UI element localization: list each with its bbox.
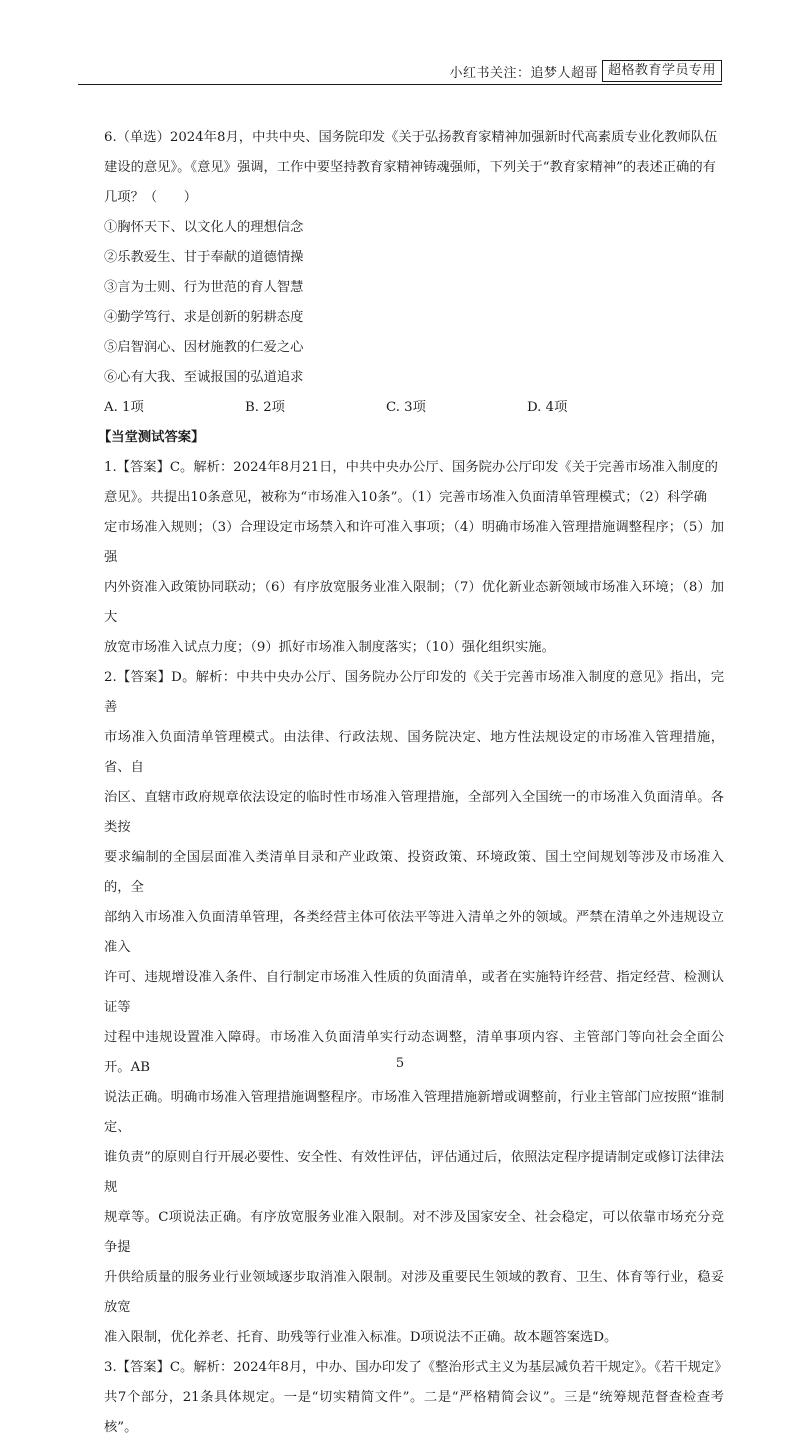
statement-option: ④勤学笃行、求是创新的躬耕态度 [104, 310, 304, 325]
answer-line: 意见》。共提出10条意见，被称为“市场准入10条”。（1）完善市场准入负面清单管理模式；（2）科学确 [104, 490, 707, 505]
answer-line: 规章等。C项说法正确。有序放宽服务业准入限制。对不涉及国家安全、社会稳定，可以依靠市场充分竞争提 [104, 1210, 724, 1255]
answer-line: 许可、违规增设准入条件、自行制定市场准入性质的负面清单，或者在实施特许经营、指定经营、检测认证等 [104, 970, 724, 1015]
header-rule [78, 84, 722, 85]
statement-option: ②乐教爱生、甘于奉献的道德情操 [104, 250, 304, 265]
answer-choices [104, 393, 724, 423]
answer-line: 市场准入负面清单管理模式。由法律、行政法规、国务院决定、地方性法规设定的市场准入管理措施，省、自 [104, 730, 724, 775]
question-6 [104, 123, 724, 423]
answers-body [104, 453, 728, 1443]
question-stem-line: 几项？（ ） [104, 190, 198, 205]
answer-line: 定市场准入规则；（3）合理设定市场禁入和许可准入事项；（4）明确市场准入管理措施调整程序；（5）加强 [104, 520, 724, 565]
answer-line: 说法正确。明确市场准入管理措施调整程序。市场准入管理措施新增或调整前，行业主管部门应按照“谁制定、 [104, 1090, 724, 1135]
answers-section-title: 【当堂测试答案】 [98, 430, 205, 445]
choice-b: B. 2项 [245, 400, 285, 415]
answer-line: 放宽市场准入试点力度；（9）抓好市场准入制度落实；（10）强化组织实施。 [104, 640, 555, 655]
answer-line: 准入限制，优化养老、托育、助残等行业准入标准。D项说法不正确。故本题答案选D。 [104, 1330, 618, 1345]
question-stem-line: 6.（单选）2024年8月，中共中央、国务院印发《关于弘扬教育家精神加强新时代高素质专业化教师队伍 [104, 130, 718, 145]
answer-line: 谁负责”的原则自行开展必要性、安全性、有效性评估，评估通过后，依照法定程序提请制定或修订法律法规 [104, 1150, 724, 1195]
statement-option: ⑤启智润心、因材施教的仁爱之心 [104, 340, 304, 355]
choice-a: A. 1项 [104, 400, 144, 415]
statement-option: ①胸怀天下、以文化人的理想信念 [104, 220, 304, 235]
answer-line: 3.【答案】C。解析：2024年8月，中办、国办印发了《整治形式主义为基层减负若干规定》。《若干规定》 [104, 1360, 728, 1375]
header-boxed-label: 超格教育学员专用 [602, 60, 722, 82]
page-content [98, 123, 728, 1443]
answer-line: 治区、直辖市政府规章依法设定的临时性市场准入管理措施，全部列入全国统一的市场准入负面清单。各类按 [104, 790, 724, 835]
answer-line: 要求编制的全国层面准入类清单目录和产业政策、投资政策、环境政策、国土空间规划等涉及市场准入的，全 [104, 850, 724, 895]
page-number: 5 [395, 1056, 405, 1071]
choice-c: C. 3项 [386, 400, 426, 415]
answer-line: 内外资准入政策协同联动；（6）有序放宽服务业准入限制；（7）优化新业态新领域市场准入环境；（8）加大 [104, 580, 724, 625]
answer-line: 共7个部分，21条具体规定。一是“切实精简文件”。二是“严格精简会议”。三是“统筹规范督查检查考核”。 [104, 1390, 724, 1435]
statement-option: ⑥心有大我、至诚报国的弘道追求 [104, 370, 304, 385]
answer-line: 2.【答案】D。解析：中共中央办公厅、国务院办公厅印发的《关于完善市场准入制度的意见》指出，完善 [104, 670, 724, 715]
statement-option: ③言为士则、行为世范的育人智慧 [104, 280, 304, 295]
answer-line: 部纳入市场准入负面清单管理，各类经营主体可依法平等进入清单之外的领域。严禁在清单之外违规设立准入 [104, 910, 724, 955]
choice-d: D. 4项 [527, 400, 568, 415]
answer-line: 1.【答案】C。解析：2024年8月21日，中共中央办公厅、国务院办公厅印发《关于完善市场准入制度的 [104, 460, 718, 475]
header-follow-text: 小红书关注：追梦人超哥 [449, 65, 598, 81]
answer-line: 升供给质量的服务业行业领域逐步取消准入限制。对涉及重要民生领域的教育、卫生、体育等行业，稳妥放宽 [104, 1270, 724, 1315]
question-stem-line: 建设的意见》。《意见》强调，工作中要坚持教育家精神铸魂强师，下列关于“教育家精神”的表述正确的有 [104, 160, 716, 175]
page-header [449, 60, 722, 82]
answer-line: 过程中违规设置准入障碍。市场准入负面清单实行动态调整，清单事项内容、主管部门等向社会全面公开。AB [104, 1030, 724, 1075]
